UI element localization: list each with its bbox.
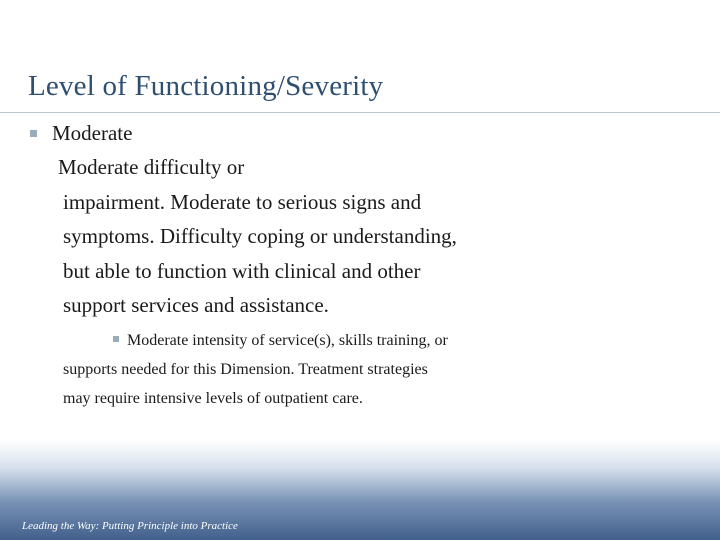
sub-line: Moderate intensity of service(s), skills training, or — [127, 332, 448, 349]
bullet-moderate — [30, 121, 132, 146]
sub-line: may require intensive levels of outpatient care. — [63, 390, 363, 407]
slide-title: Level of Functioning/Severity — [28, 70, 384, 102]
bullet-label: Moderate — [52, 121, 133, 145]
sub-line: supports needed for this Dimension. Treatment strategies — [63, 361, 428, 378]
footer-text: Leading the Way: Putting Principle into Practice — [22, 520, 238, 532]
body-line: Moderate difficulty or — [58, 155, 245, 179]
body-line: support services and assistance. — [63, 293, 329, 317]
square-bullet-icon — [30, 130, 37, 137]
bullet-body — [58, 150, 528, 323]
body-line: impairment. Moderate to serious signs and — [63, 189, 422, 214]
body-line: but able to function with clinical and other — [63, 258, 421, 283]
sub-bullet — [63, 326, 533, 413]
sub-bullet-first-line — [63, 326, 533, 355]
body-line: symptoms. Difficulty coping or understanding, — [63, 224, 457, 248]
title-divider — [0, 112, 720, 113]
square-bullet-icon — [113, 336, 119, 342]
